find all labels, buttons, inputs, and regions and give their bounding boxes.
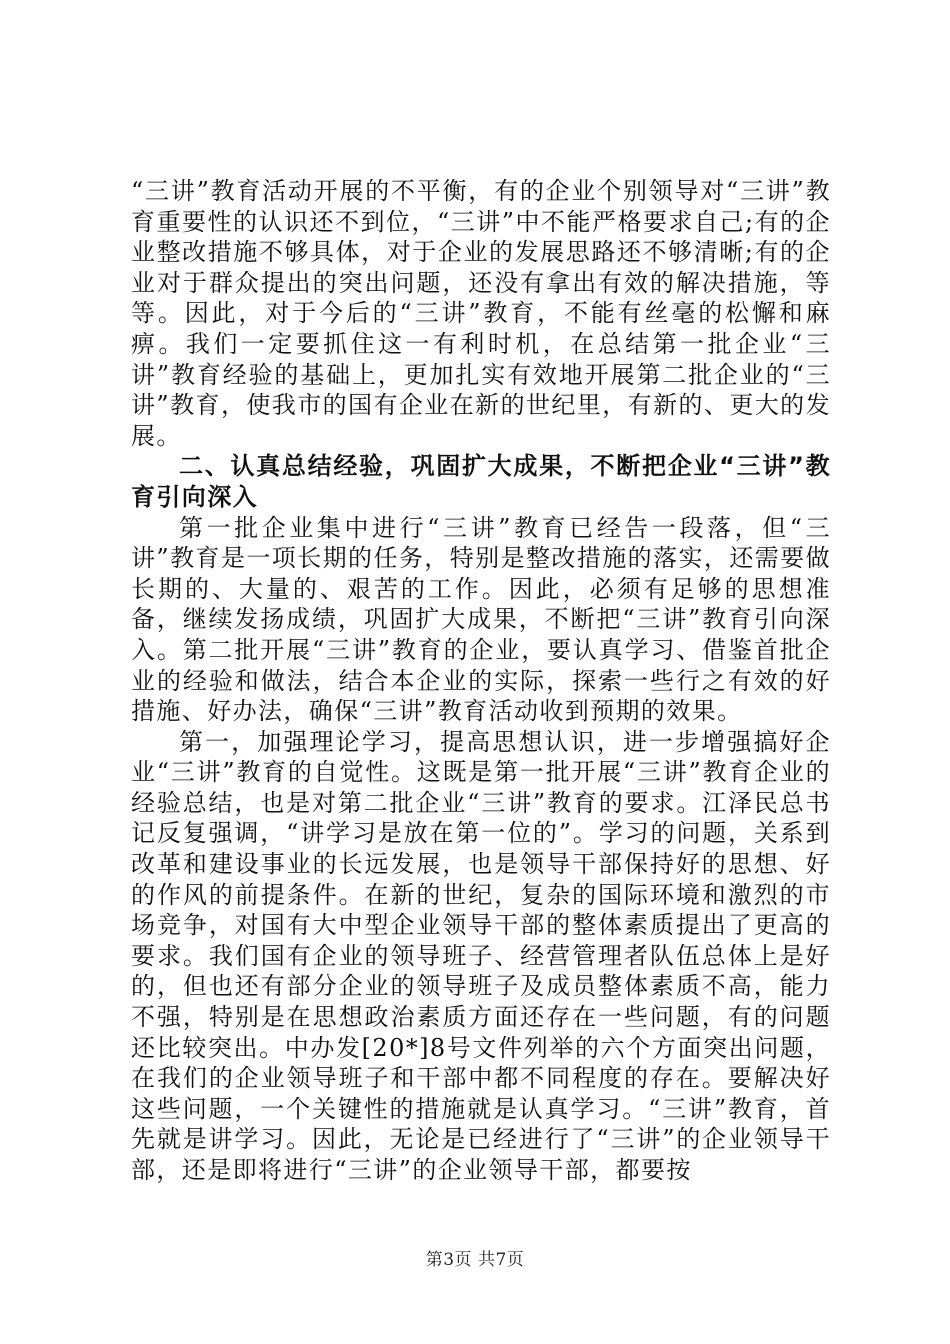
body-paragraph: 第一，加强理论学习，提高思想认识，进一步增强搞好企业“三讲”教育的自觉性。这既是第一批开展“三讲”教育企业的经验总结，也是对第二批企业“三讲”教育的要求。江泽民总书记反复强调，“讲学习是放在第一位的”。学习的问题，关系到改革和建设事业的长远发展，也是领导干部保持好的思想、好的作风的前提条件。在新的世纪，复杂的国际环境和激烈的市场竞争，对国有大中型企业领导干部的整体素质提出了更高的要求。我们国有企业的领导班子、经营管理者队伍总体上是好的，但也还有部分企业的领导班子及成员整体素质不高，能力不强，特别是在思想政治素质方面还存在一些问题，有的问题还比较突出。中办发[20*]8号文件列举的六个方面突出问题，在我们的企业领导班子和干部中都不同程度的存在。要解决好这些问题，一个关键性的措施就是认真学习。“三讲”教育，首先就是讲学习。因此，无论是已经进行了“三讲”的企业领导干部，还是即将进行“三讲”的企业领导干部，都要按 xyxy=(131,727,831,1184)
section-heading: 二、认真总结经验，巩固扩大成果，不断把企业“三讲”教育引向深入 xyxy=(131,452,831,511)
document-body xyxy=(131,176,831,1186)
body-paragraph-continuation: “三讲”教育活动开展的不平衡，有的企业个别领导对“三讲”教育重要性的认识还不到位，“三讲”中不能严格要求自己;有的企业整改措施不够具体，对于企业的发展思路还不够清晰;有的企业对于群众提出的突出问题，还没有拿出有效的解决措施，等等。因此，对于今后的“三讲”教育，不能有丝毫的松懈和麻痹。我们一定要抓住这一有利时机，在总结第一批企业“三讲”教育经验的基础上，更加扎实有效地开展第二批企业的“三讲”教育，使我市的国有企业在新的世纪里，有新的、更大的发展。 xyxy=(131,177,831,450)
body-paragraph: 第一批企业集中进行“三讲”教育已经告一段落，但“三讲”教育是一项长期的任务，特别是整改措施的落实，还需要做长期的、大量的、艰苦的工作。因此，必须有足够的思想准备，继续发扬成绩，巩固扩大成果，不断把“三讲”教育引向深入。第二批开展“三讲”教育的企业，要认真学习、借鉴首批企业的经验和做法，结合本企业的实际，探索一些行之有效的好措施、好办法，确保“三讲”教育活动收到预期的效果。 xyxy=(131,513,831,726)
page-footer: 第3页 共7页 xyxy=(425,1250,525,1270)
